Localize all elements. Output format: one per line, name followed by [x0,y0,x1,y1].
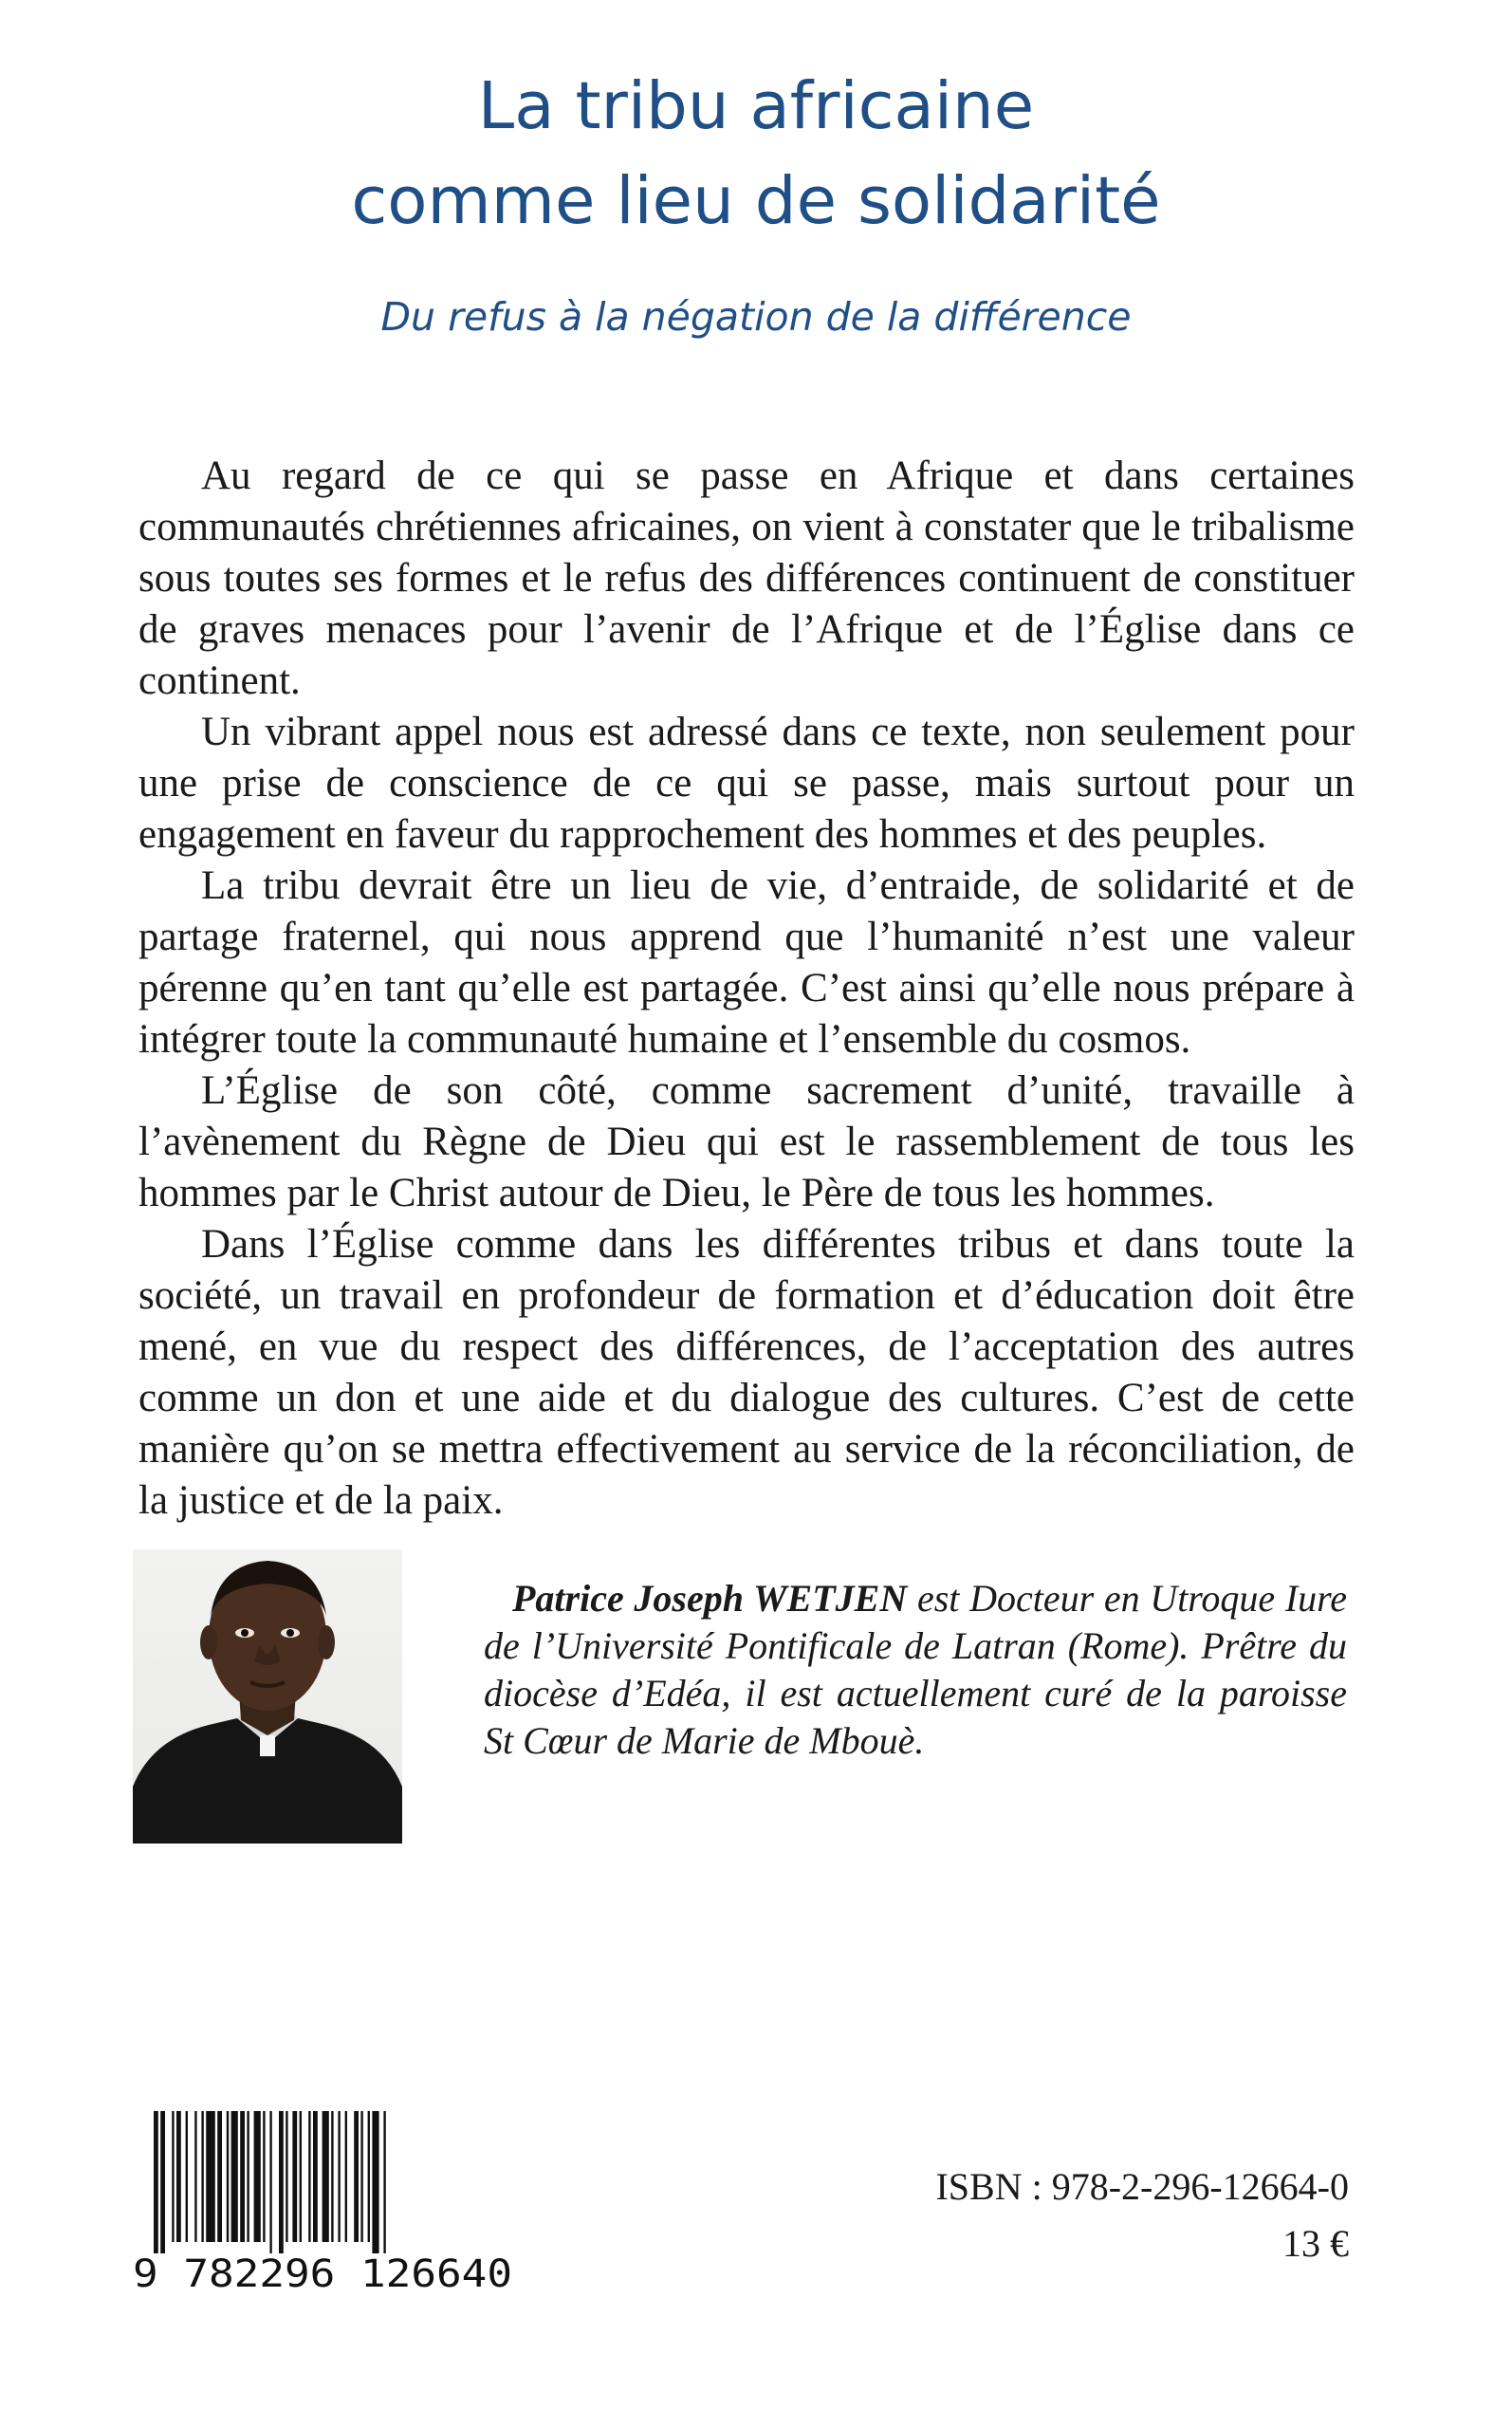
barcode-bar [240,2111,245,2242]
barcode-bar [217,2111,222,2242]
book-title [0,59,1512,249]
author-name: Patrice Joseph WETJEN [512,1577,908,1620]
blurb-paragraph-4: L’Église de son côté, comme sacrement d’unité, travaille à l’avènement du Règne de Dieu qui est le rassemblement de tous les hommes par le Christ autour de Dieu, le Père de tous les hommes. [138,1068,1355,1215]
isbn-number: ISBN : 978-2-296-12664-0 [935,2165,1349,2208]
barcode-bar [368,2111,370,2242]
barcode-bar [227,2111,229,2242]
barcode-bar [331,2111,333,2242]
barcode-bar [194,2111,196,2242]
title-line-2: comme lieu de solidarité [351,163,1161,239]
barcode-bar [231,2111,238,2242]
barcode-bar [372,2111,378,2253]
barcode-bar [383,2111,385,2253]
barcode-bar [360,2111,362,2242]
barcode-bar [354,2111,359,2242]
barcode-bar [154,2111,158,2253]
blurb [138,451,1355,1527]
barcode-bar [160,2111,165,2253]
barcode-bar [286,2111,287,2242]
barcode-bar [201,2111,203,2242]
author-photo [133,1549,402,1844]
barcode-bar [269,2111,271,2253]
barcode-digits: 9 782296 126640 [133,2252,512,2291]
barcode-bar [206,2111,215,2242]
blurb-paragraph-3: La tribu devrait être un lieu de vie, d’entraide, de solidarité et de partage fraternel, qui nous apprend que l’humanité n’est une valeur pérenne qu’en tant qu’elle est partagée. C’est ainsi qu’elle nous prépare à intégrer toute la communauté humaine et l’ensemble du cosmos. [138,863,1355,1062]
barcode-bar [263,2111,265,2242]
barcode-bar [345,2111,347,2242]
book-subtitle: Du refus à la négation de la différence [380,294,1132,340]
barcode-bar [186,2111,188,2242]
barcode-bar [176,2111,181,2242]
title-line-1: La tribu africaine [477,68,1035,144]
isbn-block [935,2159,1349,2272]
barcode-bar [279,2111,284,2253]
blurb-paragraph-2: Un vibrant appel nous est adressé dans ce texte, non seulement pour une prise de conscience de ce qui se passe, mais surtout pour un engagement en faveur du rapprochement des hommes et des peuples. [138,710,1355,857]
price: 13 € [1282,2222,1349,2265]
barcode [133,2111,512,2291]
barcode-bar [254,2111,261,2242]
barcode-bar [308,2111,310,2242]
barcode-bar [300,2111,302,2242]
barcode-bar [323,2111,329,2242]
barcode-bar [292,2111,297,2242]
blurb-paragraph-5: Dans l’Église comme dans les différentes tribus et dans toute la société, un travail en profondeur de formation et d’éducation doit être mené, en vue du respect des différences, de l’acceptation des autres comme un don et une aide et du dialogue des cultures. C’est de cette manière qu’on se mettra effectivement au service de la réconciliation, de la justice et de la paix. [138,1222,1355,1523]
author-bio [484,1575,1347,1765]
barcode-bar [247,2111,249,2242]
barcode-bar [172,2111,174,2242]
barcode-bar [338,2111,340,2242]
author-bio-text: est Docteur en Utroque Iure de l’Université Pontificale de Latran (Rome). Prêtre du diocèse d’Edéa, il est actuellement curé de la paroisse St Cœur de Marie de Mbouè. [484,1577,1347,1762]
blurb-paragraph-1: Au regard de ce qui se passe en Afrique et dans certaines communautés chrétiennes africaines, on vient à constater que le tribalisme sous toutes ses formes et le refus des différences continuent de constituer de graves menaces pour l’avenir de l’Afrique et de l’Église dans ce continent. [138,454,1355,703]
barcode-bar [313,2111,318,2242]
